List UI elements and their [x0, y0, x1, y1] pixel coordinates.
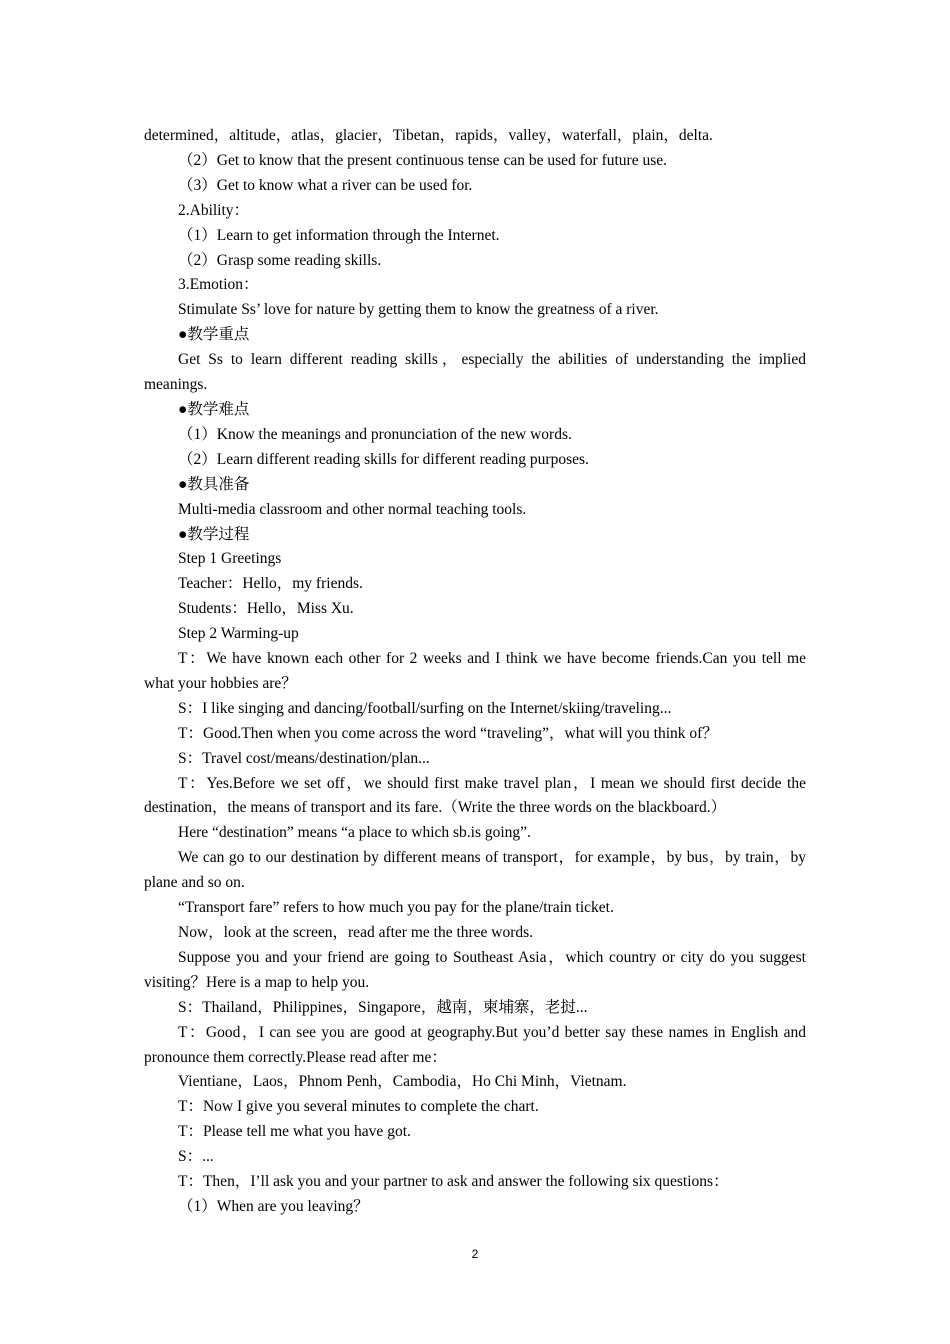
paragraph-read-after-me: Now，look at the screen，read after me the three words.	[178, 924, 534, 941]
section-heading-teaching-process: ●教学过程	[178, 525, 250, 543]
paragraph-ability-1: （1）Learn to get information through the Internet.	[178, 226, 500, 244]
paragraph-ability-2: （2）Grasp some reading skills.	[178, 251, 382, 269]
paragraph-key-points: Get Ss to learn different reading skills，especially the abilities of understanding the implied meanings.	[144, 351, 806, 394]
paragraph-emotion: Stimulate Ss’ love for nature by getting them to know the greatness of a river.	[178, 301, 659, 319]
dialogue-line: S：Travel cost/means/destination/plan...	[178, 749, 430, 767]
dialogue-line: S：...	[178, 1148, 214, 1166]
document-body	[144, 124, 806, 1220]
dialogue-line: T：Now I give you several minutes to complete the chart.	[178, 1098, 539, 1116]
dialogue-line: Students：Hello，Miss Xu.	[178, 600, 354, 618]
paragraph-means-of-transport: We can go to our destination by different means of transport，for example，by bus，by train，by plane and so on.	[144, 849, 806, 892]
paragraph-destination: Here “destination” means “a place to which sb.is going”.	[178, 824, 531, 842]
page-number: 2	[471, 1247, 479, 1261]
section-heading-teaching-tools: ●教具准备	[178, 475, 250, 493]
dialogue-line: S：Thailand，Philippines，Singapore，越南，柬埔寨，老挝...	[178, 998, 588, 1016]
section-heading-difficulties: ●教学难点	[178, 400, 250, 418]
paragraph-teaching-tools: Multi-media classroom and other normal teaching tools.	[178, 500, 527, 518]
section-heading-key-points: ●教学重点	[178, 326, 250, 344]
question-1: （1）When are you leaving？	[178, 1197, 369, 1215]
paragraph-difficulty-1: （1）Know the meanings and pronunciation of the new words.	[178, 425, 572, 443]
paragraph-objective-2: （2）Get to know that the present continuous tense can be used for future use.	[178, 151, 667, 169]
paragraph-southeast-asia: Suppose you and your friend are going to Southeast Asia，which country or city do you suggest visiting？Here is a map to help you.	[144, 948, 806, 991]
dialogue-line: S：I like singing and dancing/football/surfing on the Internet/skiing/traveling...	[178, 699, 672, 717]
dialogue-line: T：Good，I can see you are good at geography.But you’d better say these names in English and pronounce them correctly.Please read after me：	[144, 1023, 806, 1066]
paragraph-difficulty-2: （2）Learn different reading skills for different reading purposes.	[178, 450, 589, 468]
dialogue-line: T：Yes.Before we set off，we should first make travel plan，I mean we should first decide the destination，the means of transport and its fare.（Write the three words on the blackboard.）	[144, 774, 806, 817]
dialogue-line: T：Please tell me what you have got.	[178, 1123, 411, 1141]
dialogue-line: T：Then，I’ll ask you and your partner to ask and answer the following six questions：	[178, 1173, 729, 1191]
paragraph-vocabulary-continued: determined，altitude，atlas，glacier，Tibetan，rapids，valley，waterfall，plain，delta.	[144, 127, 713, 144]
dialogue-line: T：We have known each other for 2 weeks and I think we have become friends.Can you tell me what your hobbies are？	[144, 650, 806, 692]
paragraph-objective-3: （3）Get to know what a river can be used for.	[178, 176, 473, 194]
dialogue-line: T：Good.Then when you come across the word “traveling”，what will you think of？	[178, 724, 718, 742]
heading-emotion: 3.Emotion：	[178, 276, 259, 294]
dialogue-line: Teacher：Hello，my friends.	[178, 575, 363, 593]
step-heading-greetings: Step 1 Greetings	[178, 550, 282, 568]
paragraph-place-names: Vientiane，Laos，Phnom Penh，Cambodia，Ho Chi Minh，Vietnam.	[178, 1073, 627, 1091]
step-heading-warming-up: Step 2 Warming-up	[178, 625, 299, 643]
paragraph-transport-fare: “Transport fare” refers to how much you pay for the plane/train ticket.	[178, 899, 614, 917]
heading-ability: 2.Ability：	[178, 201, 250, 219]
